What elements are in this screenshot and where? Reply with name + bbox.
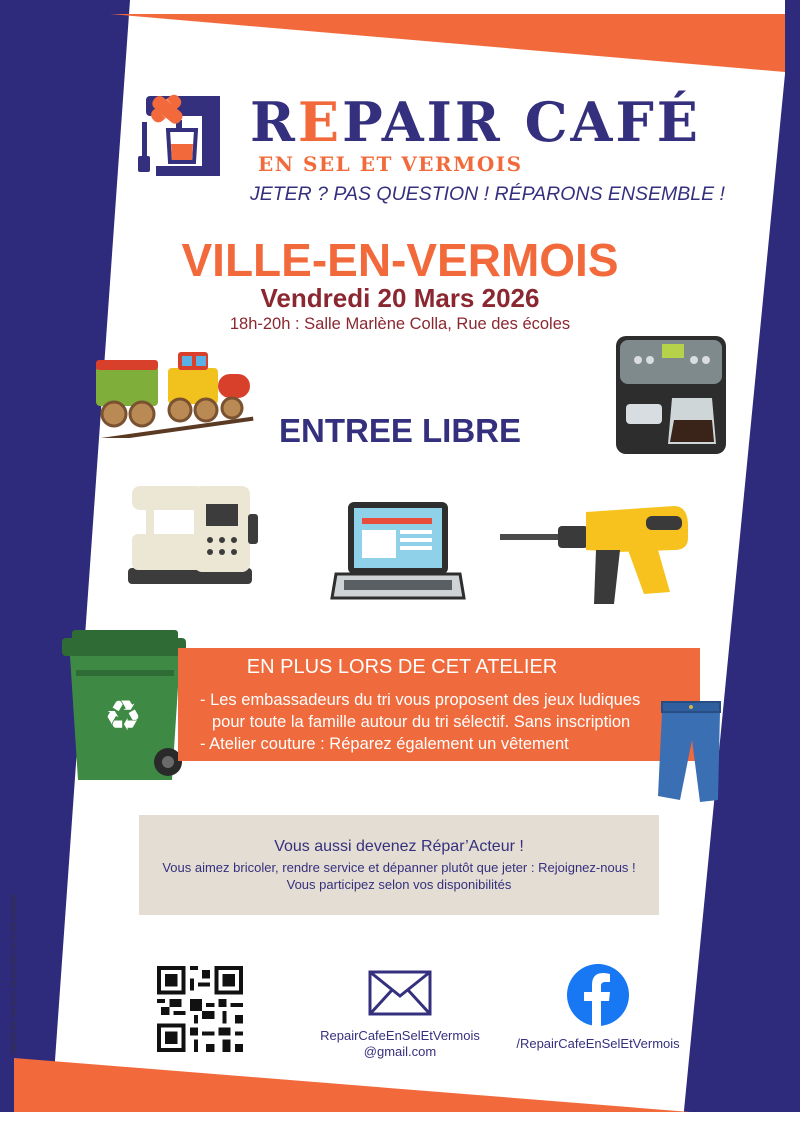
recycling-bin-icon (60, 630, 190, 790)
laptop-icon (330, 498, 466, 608)
email-line-1[interactable]: RepairCafeEnSelEtVermois (320, 1028, 480, 1043)
toy-train-icon (92, 348, 260, 438)
slogan: JETER ? PAS QUESTION ! RÉPARONS ENSEMBLE ! (250, 183, 725, 205)
coffee-machine-icon (612, 334, 732, 458)
qr-code-icon[interactable] (157, 966, 243, 1052)
email-line-2[interactable]: @gmail.com (363, 1044, 437, 1059)
brand-subtitle: EN SEL ET VERMOIS (258, 152, 523, 176)
extra-activities-title: EN PLUS LORS DE CET ATELIER (246, 656, 558, 678)
legal-notice: Imprimé par nos soins. Ne pas jeter sur la voie publique (10, 894, 17, 1055)
svg-text:♻: ♻ (104, 691, 142, 740)
drill-icon (498, 496, 694, 608)
volunteer-title: Vous aussi devenez Répar’Acteur ! (274, 838, 524, 855)
free-entry-label: ENTREE LIBRE (278, 412, 522, 449)
repair-cafe-logo-icon (136, 92, 236, 178)
facebook-handle[interactable]: /RepairCafeEnSelEtVermois (516, 1036, 680, 1051)
facebook-icon[interactable] (566, 963, 630, 1027)
envelope-icon[interactable] (368, 970, 432, 1016)
extra-line-3: - Atelier couture : Réparez également un vêtement (200, 735, 569, 753)
jeans-icon (654, 700, 724, 806)
extra-line-1: - Les embassadeurs du tri vous proposent des jeux ludiques (200, 691, 641, 709)
event-date: Vendredi 20 Mars 2026 (260, 283, 540, 313)
event-city: VILLE-EN-VERMOIS (181, 234, 619, 286)
repair-cafe-title: REPAIR CAFÉ (250, 90, 701, 154)
event-place: 18h-20h : Salle Marlène Colla, Rue des écoles (229, 315, 571, 333)
extra-line-2: pour toute la famille autour du tri sélectif. Sans inscription (212, 713, 631, 731)
sewing-machine-icon (124, 478, 260, 590)
volunteer-line-2: Vous participez selon vos disponibilités (286, 877, 512, 892)
volunteer-line-1: Vous aimez bricoler, rendre service et dépanner plutôt que jeter : Rejoignez-nous ! (162, 860, 636, 875)
